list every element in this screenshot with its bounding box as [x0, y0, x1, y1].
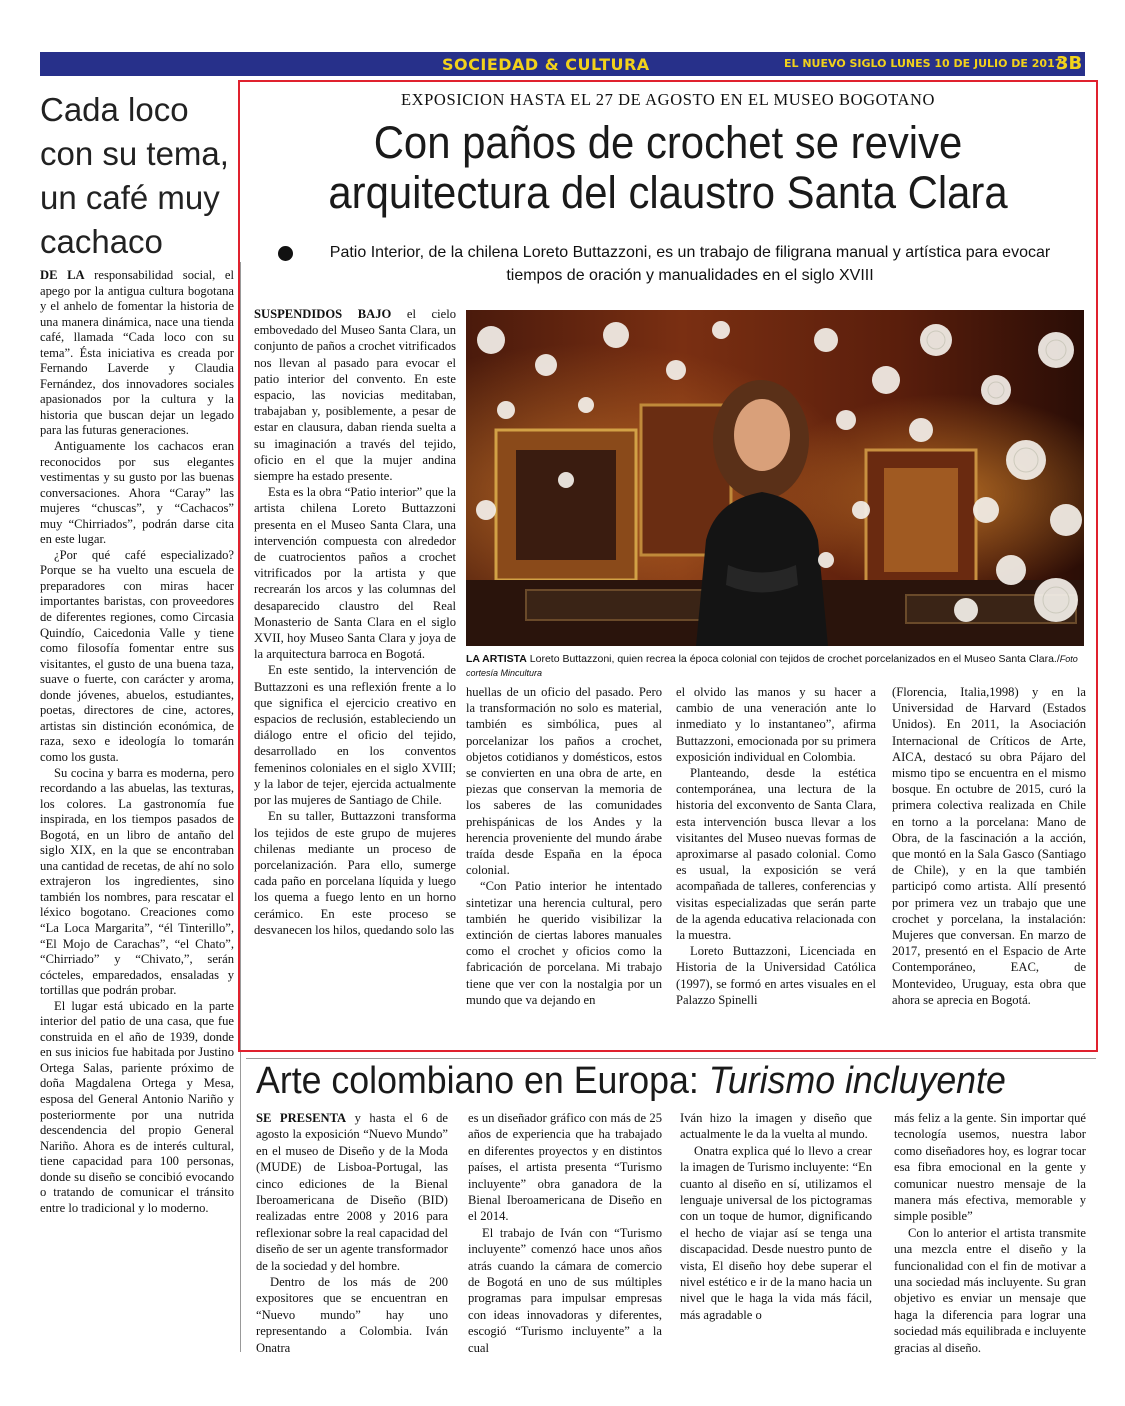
- artist-photo: [466, 310, 1084, 646]
- paragraph: (Florencia, Italia,1998) y en la Universidad de Harvard (Estados Unidos). En 2011, la Asociación Internacional de Críticos de Arte, AICA, destacó su obra Pájaro del mismo tipo se encuentra en el mismo bosque. En octubre de 2015, curó la primera colectiva realizada en Chile en torno a la porcelana: Mano de Obra, de la fascinación a la acción, que montó en la Sala Gasco (Santiago de Chile), y en la que también participó como artista. Allí presentó por primera vez un trabajo que une crochet y porcelana, la instalación: Mujeres que conversan. En marzo de 2017, presentó en el Espacio de Arte Contemporáneo, EAC, de Montevideo, Uruguay, esta obra que ahora se aprecia en Bogotá.: [892, 685, 1086, 1007]
- photo-caption: [466, 652, 1084, 680]
- lead-in: SUSPENDIDOS BAJO: [254, 307, 392, 321]
- left-story-body: [40, 268, 234, 1216]
- paragraph: El trabajo de Iván con “Turismo incluyente” comenzó hace unos años atrás cuando la cámara de comercio de Bogotá en uno de sus múltiples programas para impulsar empresas con ideas innovadoras y diferentes, escogió “Turismo incluyente” a la cual: [468, 1225, 662, 1355]
- paragraph: Loreto Buttazzoni, Licenciada en Historia de la Universidad Católica (1997), se formó en artes visuales en el Palazzo Spinelli: [676, 944, 876, 1007]
- paragraph: Onatra explica qué lo llevo a crear la imagen de Turismo incluyente: “En cuanto al diseño en sí, utilizamos el lenguaje universal de los pictogramas con un toque de humor, dignificando el hecho de viajar así se tenga una discapacidad. Desde nuestro punto de vista, El diseño hoy debe superar el nivel estético e ir de la mano hacia un nivel que le haga la vida más fácil, más agradable o: [680, 1143, 872, 1322]
- bottom-story-column-2: [468, 1110, 662, 1356]
- paragraph-text: y hasta el 6 de agosto la exposición “Nuevo Mundo” en el museo de Diseño y de la Moda (MUDE) de Lisboa-Portugal, las cinco ediciones de la Bienal Iberoamericana de Diseño (BID) realizadas entre 2008 y 2016 para reflexionar sobre la real capacidad del diseño de ser un agente transformador de la sociedad y del hombre.: [256, 1111, 448, 1273]
- paragraph: Su cocina y barra es moderna, pero recordando a las abuelas, las texturas, los colores. La gastronomía fue inspirada, en los tiempos pasados de Bogotá, en un libro de antaño del siglo XIX, en la que se encontraban una cantidad de recetas, de ahí no solo extrajeron los ingredientes, sino también los nombres, para rescatar el léxico bogotano. Creaciones como “La Loca Margarita”, “él Tinterillo”, “El Mojo de Carachas”, “el Chato”, “Chirriado” y “Chivato,”, serán cócteles, emparedados, ensaladas y tortillas que podrán probar.: [40, 765, 234, 998]
- paragraph: ¿Por qué café especializado? Porque se ha vuelto una escuela de preparadores con miras hacer importantes baristas, con proveedores de diferentes regiones, como Circasia Quindío, Caicedonia Valle y tiene como filosofía fomentar entre sus visitantes, el gusto de una buena taza, suave o fuerte, con carácter y aroma, donde jóvenes, abuelos, estudiantes, poetas, directores de cine, actores, artistas sin distinción económica, de raza, sexo e ideología lo tomarán como los gusta.: [40, 547, 234, 764]
- paragraph: Esta es la obra “Patio interior” que la artista chilena Loreto Buttazzoni presenta en el Museo Santa Clara, una intervención compuesta con alrededor de cuatrocientos paños a crochet vitrificados por la artista y que recrearán los arcos y las columnas del desaparecido claustro del Real Monasterio de Santa Clara en el siglo XVII, hoy Museo Santa Clara y joya de la arquitectura barroca en Bogotá.: [254, 485, 456, 662]
- story-divider: [246, 1058, 1096, 1059]
- page-number: 3B: [1056, 53, 1083, 74]
- headline-italic: Turismo incluyente: [708, 1060, 1006, 1102]
- headline-plain: Arte colombiano en Europa:: [256, 1060, 709, 1102]
- main-story-kicker: EXPOSICION HASTA EL 27 DE AGOSTO EN EL MUSEO BOGOTANO: [400, 90, 936, 109]
- main-story-column-3: [676, 684, 876, 1008]
- left-title-line: un café muy: [40, 179, 220, 216]
- lead-in: SE PRESENTA: [256, 1111, 347, 1125]
- section-title: SOCIEDAD & CULTURA: [442, 55, 650, 74]
- main-story-column-1: [254, 306, 456, 938]
- lead-in: DE LA: [40, 268, 85, 282]
- caption-text: Loreto Buttazzoni, quien recrea la época colonial con tejidos de crochet porcelanizados en el Museo Santa Clara./: [526, 653, 1060, 665]
- main-story-subhead: Patio Interior, de la chilena Loreto Buttazzoni, es un trabajo de filigrana manual y artística para evocar tiempos de oración y manualidades en el siglo XVIII: [329, 244, 1051, 284]
- paragraph: Antiguamente los cachacos eran reconocidos por sus elegantes vestimentas y su gusto por las buenas conversaciones. Ahora “Caray” las mujeres “chuscas”, y “Cachacos” muy “Chirriados”, podrán darse cita en este lugar.: [40, 439, 234, 547]
- paragraph: huellas de un oficio del pasado. Pero la transformación no solo es material, también es simbólica, pues al porcelanizar los paños a crochet, objetos cotidianos y domésticos, estos se convierten en una obra de arte, en piezas que conservan la memoria de los saberes de las comunidades prehispánicas de los Andes y la herencia proveniente del mundo árabe traída desde España en la época colonial.: [466, 685, 662, 878]
- paragraph: Con lo anterior el artista transmite una mezcla entre el diseño y la funcionalidad con el fin de motivar a una sociedad más incluyente. Su gran objetivo es enviar un mensaje que haga la diferencia para lograr una sociedad más equilibrada e incluyente gracias al diseño.: [894, 1225, 1086, 1355]
- main-story-headline: Con paños de crochet se revive arquitectura del claustro Santa Clara: [328, 117, 1008, 218]
- main-story-column-2: [466, 684, 662, 1008]
- left-title-line: con su tema,: [40, 135, 229, 172]
- paragraph: En este sentido, la intervención de Buttazzoni es una reflexión frente a lo que significa el ejercicio creativo en espacios de reclusión, estableciendo un diálogo entre el oficio del tejido, desarrollado en los conventos femeninos coloniales en el siglo XVIII; y la labor de tejer, ejercida actualmente por las mujeres de Santiago de Chile.: [254, 663, 456, 808]
- photo-illustration: [466, 310, 1084, 646]
- paragraph: [40, 268, 234, 439]
- paragraph: el olvido las manos y su hacer a cambio de una veneración ante lo inmediato y lo instantaneo”, afirma Buttazzoni, emocionada por su primera exposición individual en Colombia.: [676, 685, 876, 764]
- main-story-column-4: [892, 684, 1086, 1008]
- paragraph: [254, 306, 456, 484]
- bottom-story-column-3: [680, 1110, 872, 1323]
- paragraph-text: responsabilidad social, el apego por la antigua cultura bogotana y el anhelo de fomentar la historia de una manera dinámica, nace una tienda café, llamada “Cada loco con su tema”. Ésta iniciativa es creada por Fernando Laverde y Claudia Fernández, dos innovadores sociales apasionados por la cultura y la historia que buscan dejar un legado para las futuras generaciones.: [40, 268, 234, 438]
- bottom-story-column-1: [256, 1110, 448, 1356]
- bottom-story-column-4: [894, 1110, 1086, 1356]
- paragraph: es un diseñador gráfico con más de 25 años de experiencia que ha trabajado en diferentes proyectos y en distintos países, el artista presenta “Turismo incluyente” obra ganadora de la Bienal Iberoamericana de Diseño en el 2014.: [468, 1111, 662, 1224]
- photo-credit: Foto cortesía Mincultura: [466, 654, 1078, 678]
- paragraph: Iván hizo la imagen y diseño que actualmente le da la vuelta al mundo.: [680, 1111, 872, 1142]
- bullet-icon: [278, 246, 293, 261]
- paragraph: Dentro de los más de 200 expositores que se encuentran en “Nuevo mundo” hay uno representando a Colombia. Iván Onatra: [256, 1275, 448, 1355]
- left-story-title: [40, 88, 240, 264]
- publication-dateline: EL NUEVO SIGLO LUNES 10 DE JULIO DE 2017: [784, 57, 1063, 70]
- paragraph: El lugar está ubicado en la parte interior del patio de una casa, que fue construida en el año de 1939, donde en sus inicios fue habitada por Justino Ortega Salas, pariente próximo de doña Magdalena Ortega y Mesa, esposa del General Antonio Nariño y posteriormente por una nutrida descendencia del propio General Nariño. Ahora es de interés cultural, tiene capacidad para 100 personas, donde su diseño se concibió evocando o tratando de comunicar el tránsito entre lo tradicional y lo moderno.: [40, 998, 234, 1215]
- paragraph: [256, 1110, 448, 1274]
- paragraph: En su taller, Buttazzoni transforma los tejidos de este grupo de mujeres chilenas mediante un proceso de porcelanización. Para ello, sumerge cada paño en porcelana líquida y luego los quema a fuego lento en un horno cerámico. En este proceso se desvanecen los hilos, quedando solo las: [254, 809, 456, 937]
- paragraph: más feliz a la gente. Sin importar qué tecnología usemos, nuestra labor como diseñadores hoy, es lograr tocar esa fibra emocional en la gente y comunicar nuestro mensaje de la manera más efectiva, memorable y simple posible”: [894, 1111, 1086, 1224]
- caption-lead: LA ARTISTA: [466, 653, 527, 665]
- left-title-line: Cada loco: [40, 91, 189, 128]
- bottom-story-headline: [256, 1060, 1006, 1103]
- paragraph-text: el cielo embovedado del Museo Santa Clara, un conjunto de paños a crochet vitrificados nos llevan al pasado para evocar el patio interior del convento. En este espacio, las novicias meditaban, trabajaban y, posiblemente, a pesar de estar en clausura, daban rienda suelta a su imaginación a través del tejido, oficio en el que la mujer andina siempre ha estado presente.: [254, 307, 456, 484]
- left-title-line: cachaco: [40, 223, 163, 260]
- paragraph: Planteando, desde la estética contemporánea, una lectura de la historia del exconvento de Santa Clara, esta intervención busca llevar a los visitantes del Museo nuevas formas de aproximarse al pasado colonial. Como es usual, la exposición se verá acompañada de talleres, conferencias y visitas especializadas que serán parte de la agenda educativa relacionada con la muestra.: [676, 766, 876, 943]
- paragraph: “Con Patio interior he intentado sintetizar una herencia cultural, pero también he querido visibilizar la extinción de ciertas labores manuales como el crochet y oficios como la fabricación de porcelana. Mi trabajo tiene que ver con la nostalgia por un mundo que va dejando en: [466, 879, 662, 1007]
